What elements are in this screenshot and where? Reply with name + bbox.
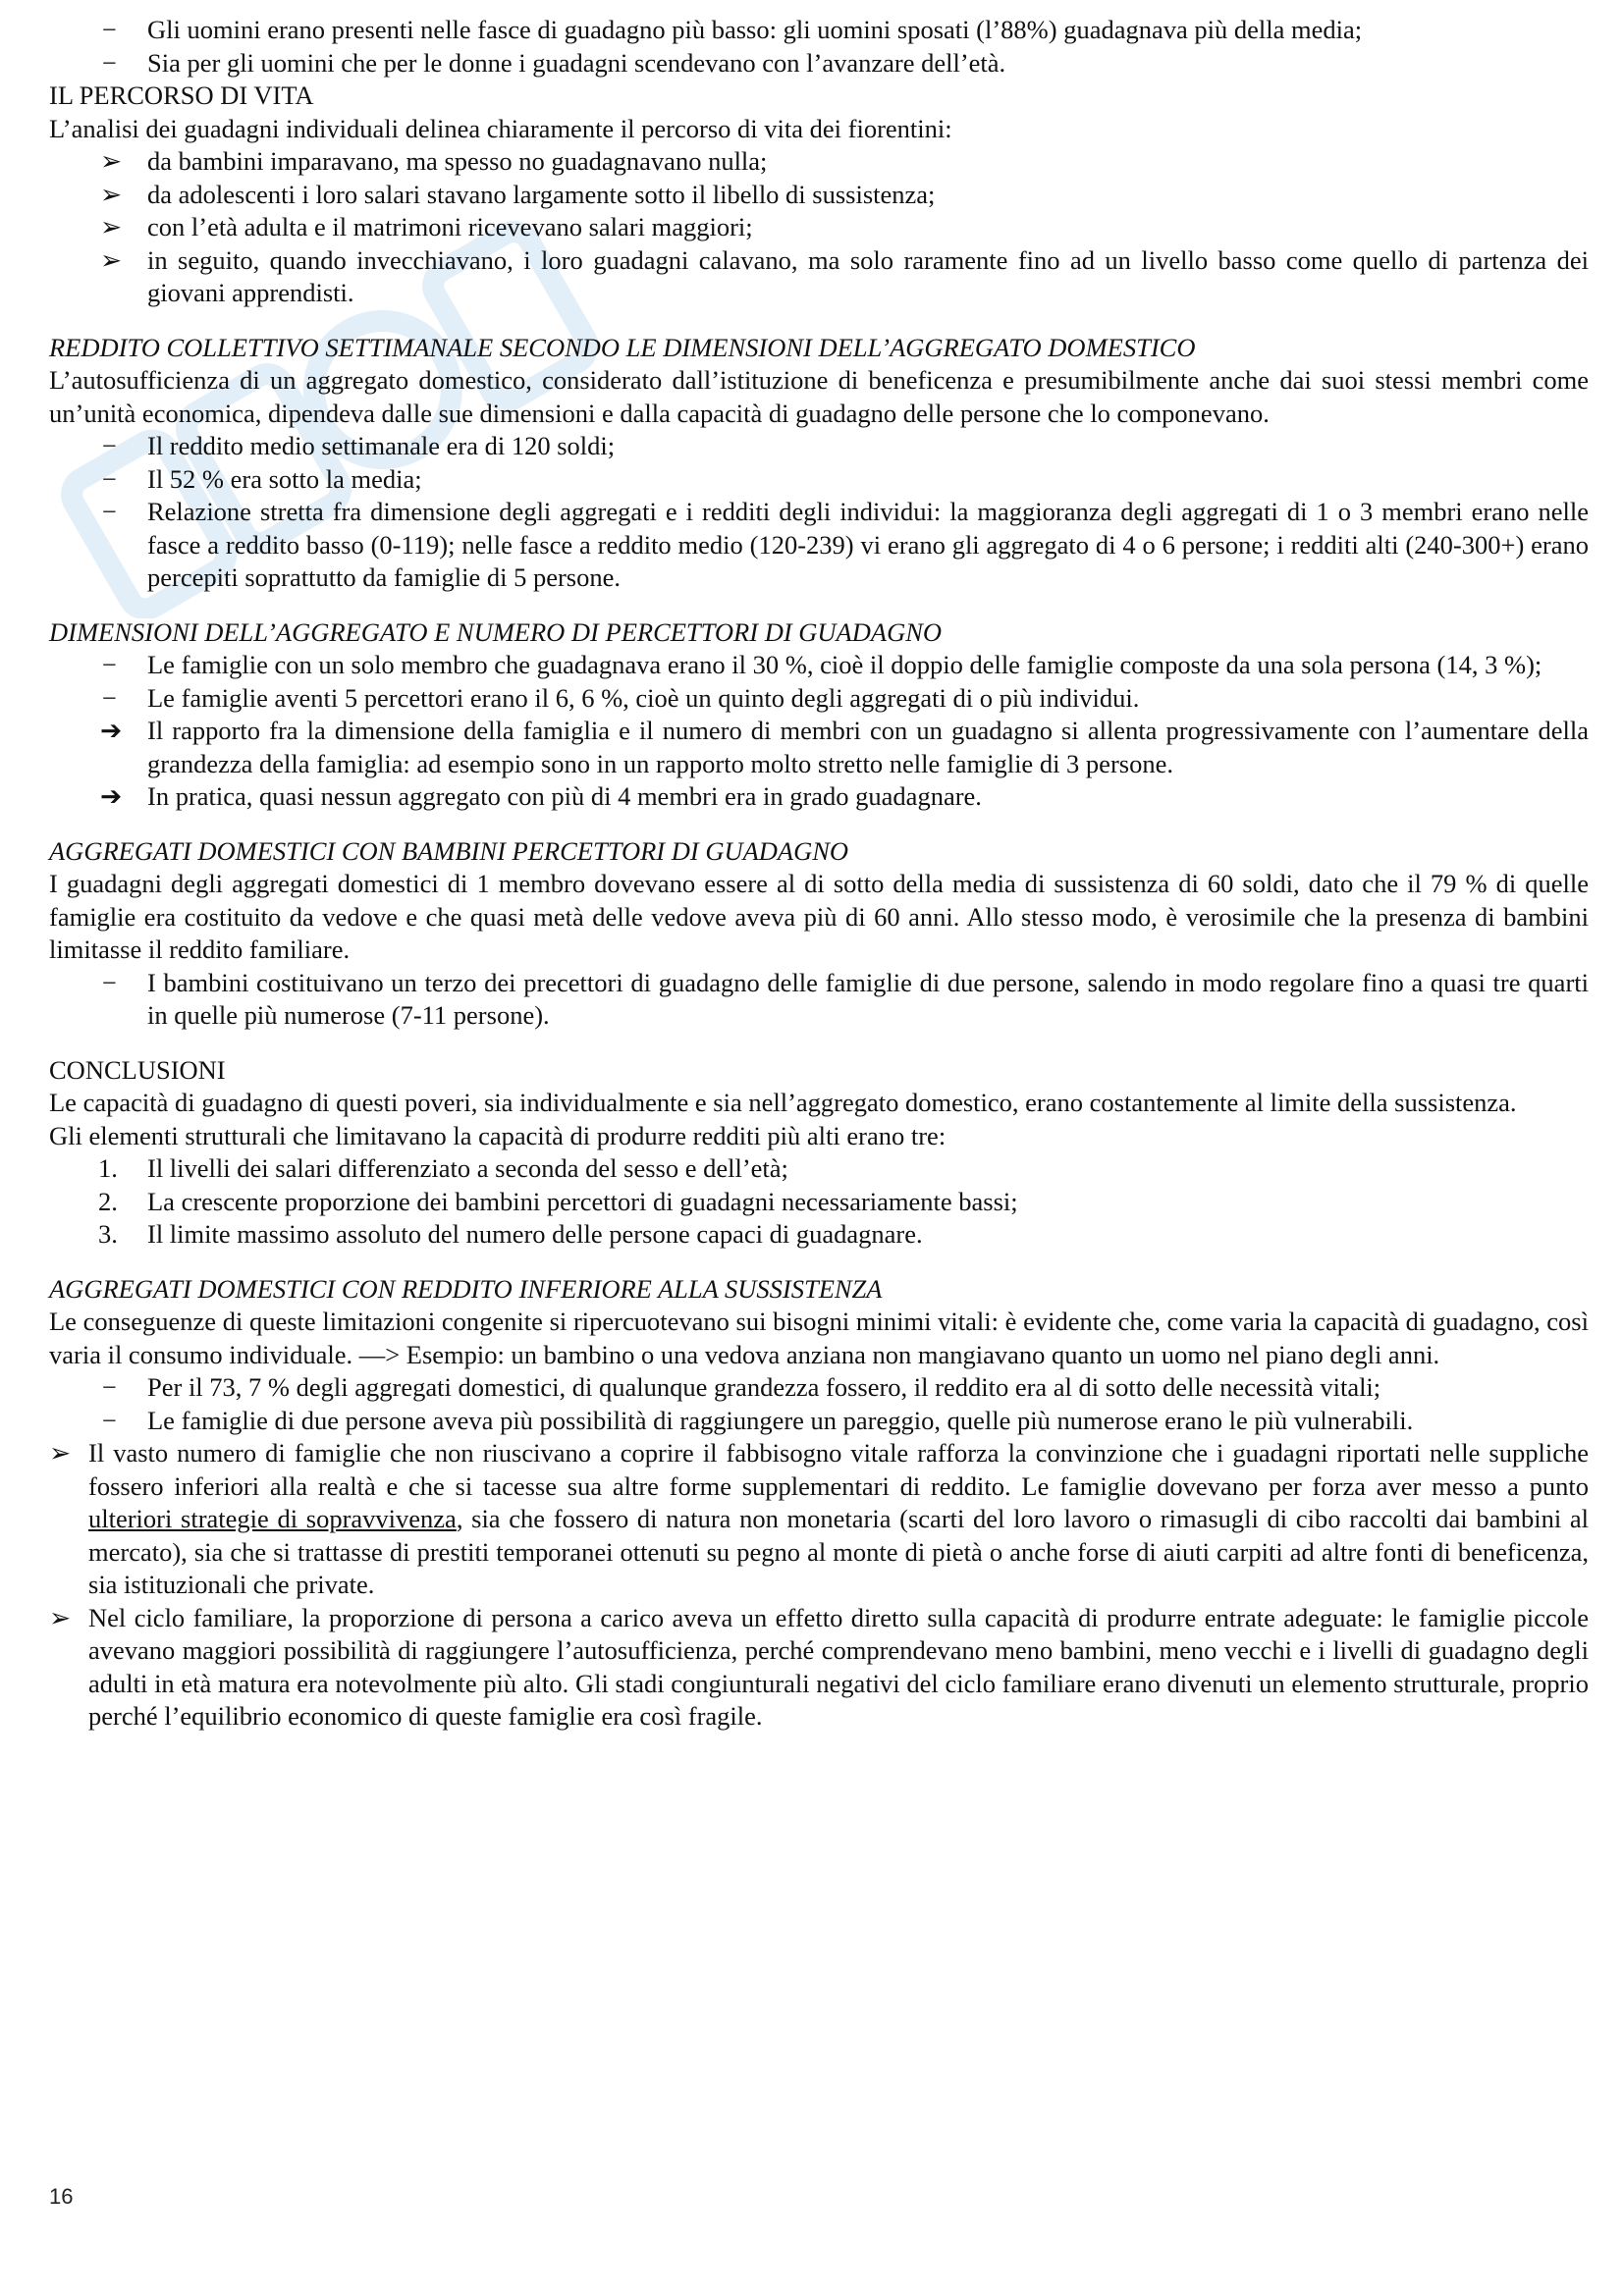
page-number: 16 [49,2184,74,2209]
list-item: − Il 52 % era sotto la media; [49,463,1589,497]
list-item: − Gli uomini erano presenti nelle fasce di guadagno più basso: gli uomini sposati (l’88%) guadagnava più della media; [49,14,1589,47]
list-item: 2. La crescente proporzione dei bambini percettori di guadagni necessariamente bassi; [49,1186,1589,1219]
section-heading-dimensioni: DIMENSIONI DELL’AGGREGATO E NUMERO DI PERCETTORI DI GUADAGNO [49,616,943,647]
list-number: 3. [98,1219,118,1249]
arrow-bullet-icon: ➢ [100,179,123,209]
list-number: 2. [98,1186,118,1216]
list-item: − Le famiglie di due persone aveva più possibilità di raggiungere un pareggio, quelle più numerose erano le più vulnerabili. [49,1405,1589,1438]
list-item: 1. Il livelli dei salari differenziato a seconda del sesso e dell’età; [49,1152,1589,1186]
paragraph: L’autosufficienza di un aggregato domestico, considerato dall’istituzione di beneficenza e presumibilmente anche dai suoi stessi membri come un’unità economica, dipendeva dalle sue dimensioni e dalla capacità di guadagno delle persone che lo componevano. [49,365,1589,428]
list-item: ➢ da bambini imparavano, ma spesso no guadagnavano nulla; [49,145,1589,179]
conclusioni-numbered-list [49,1152,1589,1252]
bambini-list [49,967,1589,1033]
section-heading-sussistenza: AGGREGATI DOMESTICI CON REDDITO INFERIORE ALLA SUSSISTENZA [49,1273,883,1304]
list-item: ➔ Il rapporto fra la dimensione della famiglia e il numero di membri con un guadagno si allenta progressivamente con l’aumentare della grandezza della famiglia: ad esempio sono in un rapporto molto stretto nelle famiglie di 3 persone. [100,716,1589,778]
section-heading-conclusioni: CONCLUSIONI [49,1054,226,1085]
list-item: − I bambini costituivano un terzo dei precettori di guadagno delle famiglie di due persone, salendo in modo regolare fino a quasi tre quarti in quelle più numerose (7-11 persone). [102,967,1589,1030]
sussistenza-bullets [49,1437,1589,1734]
list-item: − Sia per gli uomini che per le donne i guadagni scendevano con l’avanzare dell’età. [49,47,1589,80]
list-item: − Le famiglie aventi 5 percettori erano il 6, 6 %, cioè un quinto degli aggregati di o più individui. [49,682,1589,716]
list-item: − Relazione stretta fra dimensione degli aggregati e i redditi degli individui: la maggioranza degli aggregati di 1 o 3 membri erano nelle fasce a reddito basso (0-119); nelle fasce a reddito medio (120-239) vi erano gli aggregato di 4 o 6 persone; i redditi alti (240-300+) erano percepiti soprattutto da famiglie di 5 persone. [102,497,1589,592]
dash-marker: − [102,967,117,997]
paragraph: L’analisi dei guadagni individuali delinea chiaramente il percorso di vita dei fiorentini: [49,113,952,143]
paragraph: Gli elementi strutturali che limitavano la capacità di produrre redditi più alti erano tre: [49,1120,947,1150]
list-item: − Per il 73, 7 % degli aggregati domestici, di qualunque grandezza fossero, il reddito era al di sotto delle necessità vitali; [49,1371,1589,1405]
paragraph: Le conseguenze di queste limitazioni congenite si ripercuotevano sui bisogni minimi vitali: è evidente che, come varia la capacità di guadagno, così varia il consumo individuale. —> Esempio: un bambino o una vedova anziana non mangiavano quanto un uomo nel piano degli anni. [49,1307,1589,1369]
dash-marker: − [102,1405,117,1435]
section-heading-bambini: AGGREGATI DOMESTICI CON BAMBINI PERCETTORI DI GUADAGNO [49,835,849,866]
sussistenza-list [49,1371,1589,1437]
dash-marker: − [102,15,117,44]
list-item: ➢ Nel ciclo familiare, la proporzione di persona a carico aveva un effetto diretto sulla capacità di produrre entrate adeguate: le famiglie piccole avevano maggiori possibilità di raggiungere l’autosufficienza, perché comprendevano meno bambini, meno vecchi e i livelli di guadagno degli adulti in età matura era notevolmente più alto. Gli stadi congiunturali negativi del ciclo familiare erano divenuti un elemento strutturale, proprio perché l’equilibrio economico di queste famiglie era così fragile. [49,1602,1589,1731]
list-item: ➢ da adolescenti i loro salari stavano largamente sotto il libello di sussistenza; [49,179,1589,212]
list-item: ➢ in seguito, quando invecchiavano, i loro guadagni calavano, ma solo raramente fino ad un livello basso come quello di partenza dei giovani apprendisti. [100,244,1589,307]
arrow-bullet-icon: ➢ [49,1602,72,1632]
list-item: ➔ In pratica, quasi nessun aggregato con più di 4 membri era in grado guadagnare. [49,780,1589,814]
dimensioni-list [49,649,1589,814]
list-item: 3. Il limite massimo assoluto del numero delle persone capaci di guadagnare. [49,1218,1589,1252]
dash-marker: − [102,1372,117,1402]
arrow-icon: ➔ [100,781,123,811]
percorso-list [49,145,1589,310]
dash-marker: − [102,497,117,526]
section-heading-reddito: REDDITO COLLETTIVO SETTIMANALE SECONDO LE DIMENSIONI DELL’AGGREGATO DOMESTICO [49,332,1196,362]
list-number: 1. [98,1153,118,1183]
arrow-bullet-icon: ➢ [100,212,123,241]
list-item: ➢ con l’età adulta e il matrimoni ricevevano salari maggiori; [49,211,1589,244]
list-item: − Il reddito medio settimanale era di 120 soldi; [49,430,1589,463]
arrow-icon: ➔ [100,716,123,745]
underlined-phrase: ulteriori strategie di sopravvivenza [88,1504,457,1533]
document-body [49,14,1589,1734]
dash-marker: − [102,463,117,494]
intro-list [49,14,1589,80]
dash-marker: − [102,682,117,713]
list-item: ➢ Il vasto numero di famiglie che non riuscivano a coprire il fabbisogno vitale rafforza la convinzione che i guadagni riportati nelle suppliche fossero inferiori alla realtà e che si tacesse sua altre forme supplementari di reddito. Le famiglie dovevano per forza aver messo a punto ulteriori strategie di sopravvivenza, sia che fossero di natura non monetaria (scarti del loro lavoro o rimasugli di cibo raccolti dai bambini al mercato), sia che si trattasse di prestiti temporanei ottenuti su pegno al monte di pietà o anche forse di aiuti carpiti ad altre fonti di beneficenza, sia istituzionali che private. [49,1438,1589,1599]
reddito-list [49,430,1589,595]
arrow-bullet-icon: ➢ [100,146,123,176]
list-item: − Le famiglie con un solo membro che guadagnava erano il 30 %, cioè il doppio delle famiglie composte da una sola persona (14, 3 %); [49,649,1589,682]
paragraph: I guadagni degli aggregati domestici di 1 membro dovevano essere al di sotto della media di sussistenza di 60 soldi, dato che il 79 % di quelle famiglie era costituito da vedove e che quasi metà delle vedove aveva più di 60 anni. Allo stesso modo, è verosimile che la presenza di bambini limitasse il reddito familiare. [49,869,1589,964]
section-heading-percorso: IL PERCORSO DI VITA [49,80,314,110]
dash-marker: − [102,431,117,460]
arrow-bullet-icon: ➢ [100,244,123,275]
dash-marker: − [102,47,117,78]
paragraph: Le capacità di guadagno di questi poveri, sia individualmente e sia nell’aggregato domestico, erano costantemente al limite della sussistenza. [49,1088,1517,1117]
arrow-bullet-icon: ➢ [49,1438,72,1468]
dash-marker: − [102,650,117,679]
